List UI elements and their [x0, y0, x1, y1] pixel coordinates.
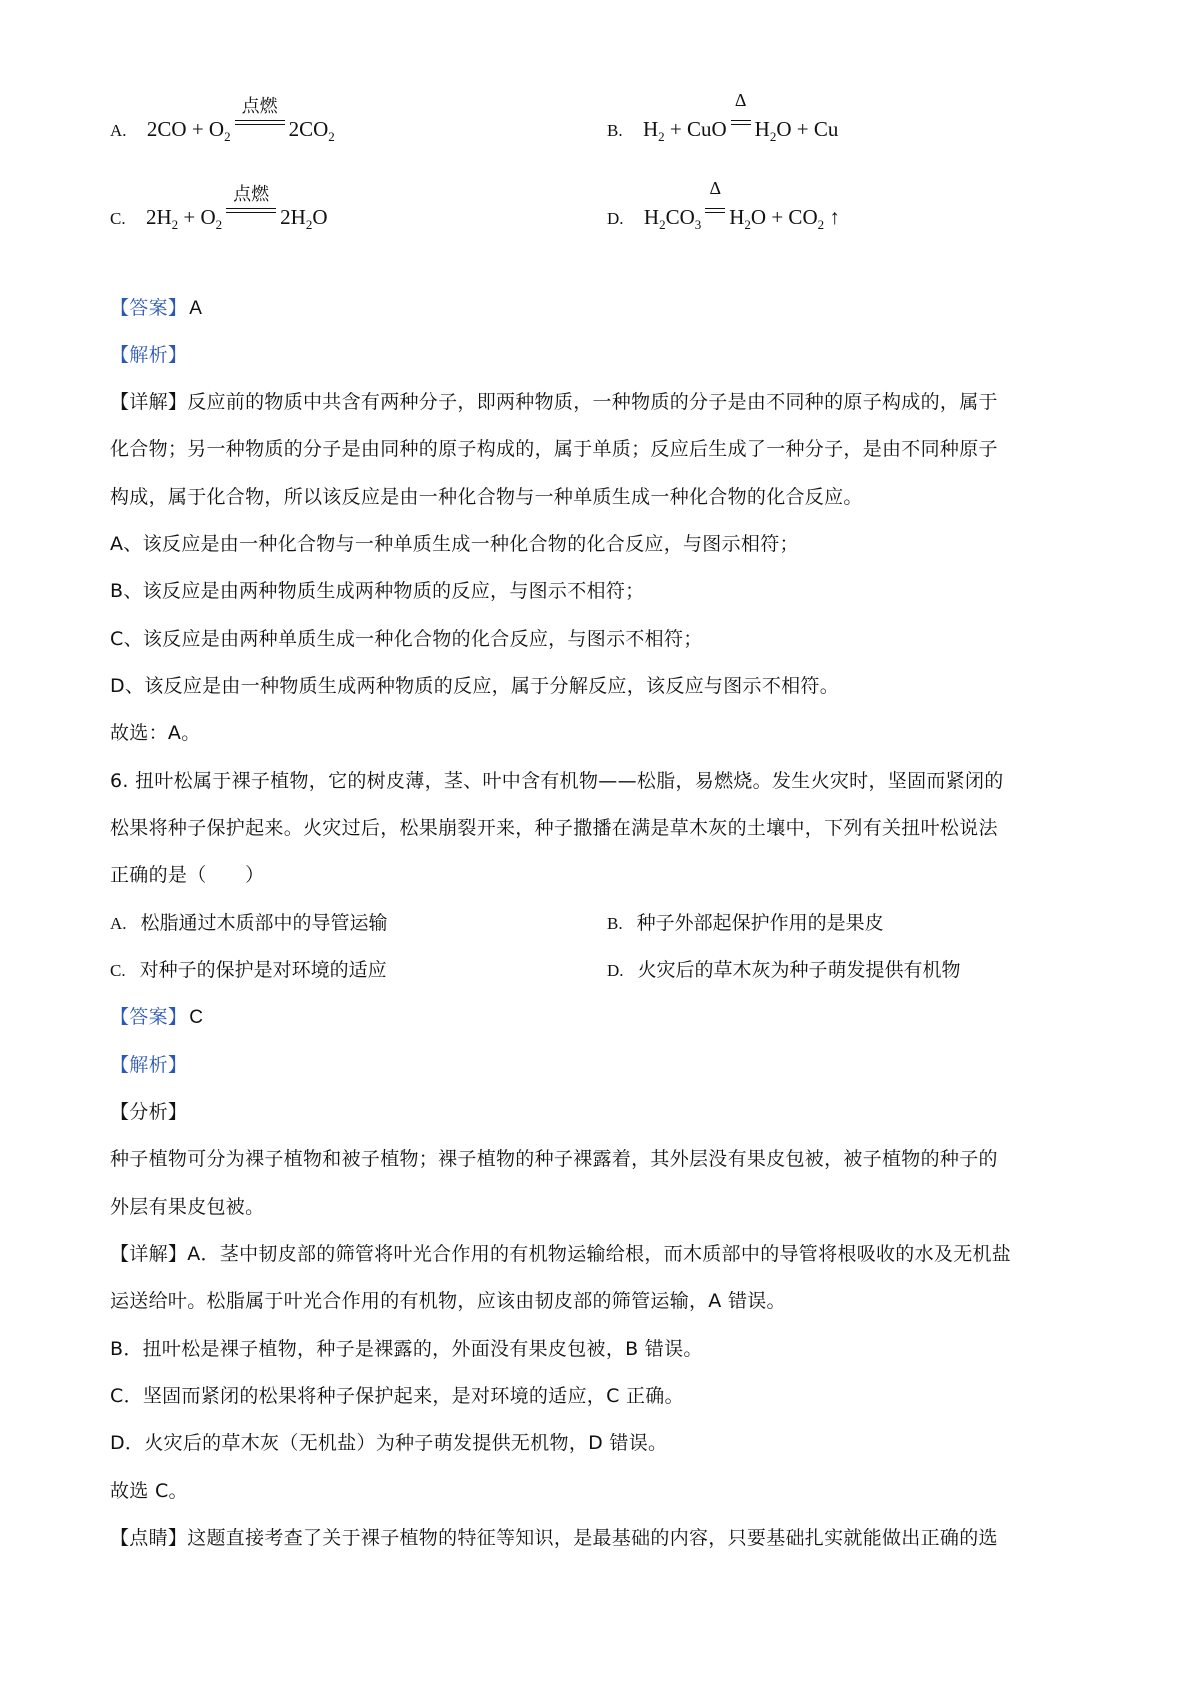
q6-options-row-1: [110, 908, 1100, 948]
q5-detail-line: B、该反应是由两种物质生成两种物质的反应，与图示不相符；: [110, 580, 645, 602]
q6-body-line: C．坚固而紧闭的松果将种子保护起来，是对环境的适应，C 正确。: [110, 1385, 684, 1407]
q6-options-row-2: [110, 955, 1100, 995]
q6-body-line: 种子植物可分为裸子植物和被子植物；裸子植物的种子裸露着，其外层没有果皮包被，被子植物的种子的: [110, 1148, 998, 1170]
q5-answer: 【答案】 A: [110, 297, 203, 319]
q5-detail-line: D、该反应是由一种物质生成两种物质的反应，属于分解反应，该反应与图示不相符。: [110, 675, 840, 697]
q5-analysis-label: 【解析】: [110, 344, 188, 366]
q6-analysis-label: 【解析】: [110, 1054, 188, 1076]
equation-b: $H_2$ + CuO Δ $H_2O + Cu$: [642, 90, 839, 144]
q6-stem-line: 正确的是（ ）: [110, 864, 265, 886]
q5-options-row-1: [110, 90, 1100, 156]
q6-answer: 【答案】 C: [110, 1006, 204, 1028]
q5-detail-line: A、该反应是由一种化合物与一种单质生成一种化合物的化合反应，与图示相符；: [110, 533, 799, 555]
condition-mark: 点燃: [224, 204, 278, 224]
equation-d: $H_2CO_3$ Δ $H_2O + CO_2$ ↑: [643, 178, 840, 232]
q5-option-c: [110, 184, 328, 232]
q5-options-row-2: [110, 178, 1100, 244]
q6-body-line: 运送给叶。松脂属于叶光合作用的有机物，应该由韧皮部的筛管运输，A 错误。: [110, 1290, 786, 1312]
option-letter: D.: [607, 209, 624, 228]
q6-conclusion: 故选 C。: [110, 1480, 188, 1502]
option-letter: C.: [110, 209, 126, 228]
q6-key-point: 【点睛】这题直接考查了关于裸子植物的特征等知识，是最基础的内容，只要基础扎实就能做出正确的选: [110, 1527, 998, 1549]
condition-mark: 点燃: [233, 116, 287, 136]
q6-option-d: D. 火灾后的草木灰为种子萌发提供有机物: [607, 959, 961, 981]
equation-a: $2CO + O_2$ 点燃 $2CO_2$: [146, 96, 335, 144]
q6-body-line: 外层有果皮包被。: [110, 1196, 265, 1218]
q6-body-line: D．火灾后的草木灰（无机盐）为种子萌发提供无机物，D 错误。: [110, 1432, 668, 1454]
condition-mark: Δ: [703, 204, 727, 224]
q6-stem-line: 6. 扭叶松属于裸子植物，它的树皮薄，茎、叶中含有机物——松脂，易燃烧。发生火灾时，坚固而紧闭的: [110, 770, 1004, 792]
q6-option-a: A. 松脂通过木质部中的导管运输: [110, 912, 388, 934]
q5-option-a: [110, 96, 335, 144]
option-letter: A.: [110, 121, 127, 140]
q5-detail-line: 化合物；另一种物质的分子是由同种的原子构成的，属于单质；反应后生成了一种分子，是由不同种原子: [110, 438, 998, 460]
q5-option-b: [607, 90, 839, 144]
q6-body-line: 【详解】A．茎中韧皮部的筛管将叶光合作用的有机物运输给根，而木质部中的导管将根吸收的水及无机盐: [110, 1243, 1012, 1265]
q6-option-b: B. 种子外部起保护作用的是果皮: [607, 912, 884, 934]
q5-detail-line: 构成，属于化合物，所以该反应是由一种化合物与一种单质生成一种化合物的化合反应。: [110, 486, 863, 508]
q6-stem-line: 松果将种子保护起来。火灾过后，松果崩裂开来，种子撒播在满是草木灰的土壤中，下列有关扭叶松说法: [110, 817, 998, 839]
q6-body-line: B．扭叶松是裸子植物，种子是裸露的，外面没有果皮包被，B 错误。: [110, 1338, 703, 1360]
condition-mark: Δ: [729, 116, 753, 136]
q5-conclusion: 故选：A。: [110, 722, 201, 744]
q5-detail-line: C、该反应是由两种单质生成一种化合物的化合反应，与图示不相符；: [110, 628, 703, 650]
q6-analysis-heading: 【分析】: [110, 1101, 188, 1123]
q5-detail-line: 【详解】反应前的物质中共含有两种分子，即两种物质，一种物质的分子是由不同种的原子构成的，属于: [110, 391, 998, 413]
equation-c: $2H_2 + O_2$ 点燃 $2H_2O$: [145, 184, 328, 232]
q6-option-c: C. 对种子的保护是对环境的适应: [110, 959, 387, 981]
option-letter: B.: [607, 121, 623, 140]
q5-option-d: [607, 178, 840, 232]
